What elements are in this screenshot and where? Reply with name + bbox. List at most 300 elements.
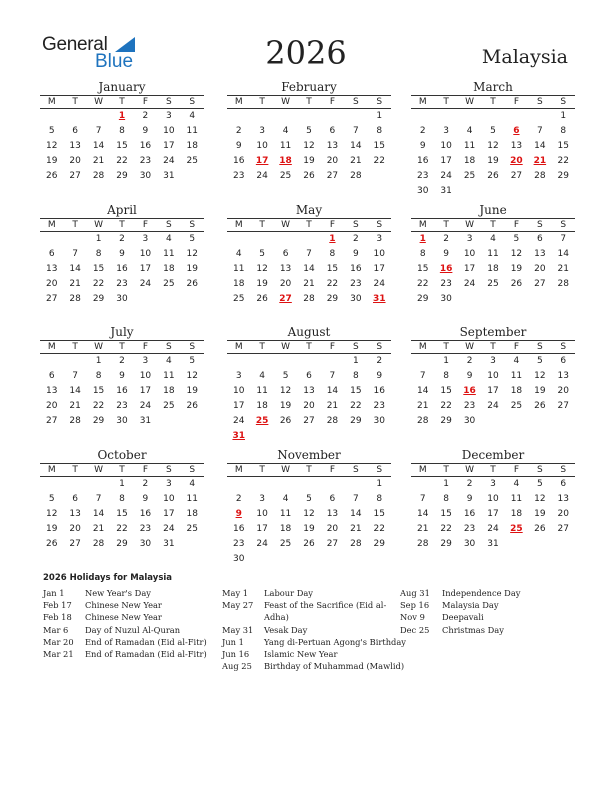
day-cell: 27 (69, 539, 81, 549)
day-cell: 6 (72, 126, 78, 136)
day-cell: 9 (119, 371, 125, 381)
holiday-row (222, 624, 406, 636)
day-cell: 24 (463, 279, 476, 289)
day-cell-empty (274, 232, 297, 247)
day-cell: 3 (443, 126, 449, 136)
holiday-row (400, 587, 520, 599)
day-cell: 8 (560, 126, 567, 136)
holiday-row (43, 599, 207, 611)
day-cell: 24 (256, 171, 268, 181)
day-cell: 29 (440, 539, 452, 549)
day-cell: 13 (303, 386, 315, 396)
day-cell: 24 (487, 401, 499, 411)
day-cell: 15 (350, 386, 362, 396)
holiday-date: Feb 18 (43, 612, 72, 623)
day-cell: 1 (95, 356, 102, 366)
holiday-row (43, 624, 207, 636)
day-cell-empty (40, 109, 63, 124)
day-cell: 8 (376, 126, 383, 136)
holiday-day-cell: 16 (439, 264, 453, 274)
day-cell: 30 (139, 171, 152, 181)
holiday-date: Dec 25 (400, 624, 430, 635)
day-cell: 16 (116, 264, 128, 274)
holiday-name: End of Ramadan (Eid al-Fitr) (85, 636, 207, 647)
day-cell: 24 (139, 401, 152, 411)
weekday-header-row (411, 95, 575, 109)
day-grid (227, 109, 391, 184)
day-cell: 8 (329, 249, 336, 259)
day-cell: 22 (416, 279, 429, 289)
day-cell: 15 (116, 141, 128, 151)
day-cell: 5 (189, 356, 196, 366)
day-cell: 12 (45, 141, 58, 151)
weekday-header: T (490, 342, 496, 352)
day-cell: 27 (557, 524, 569, 534)
day-cell: 4 (235, 249, 242, 259)
day-cell: 24 (440, 171, 452, 181)
day-cell: 26 (303, 171, 315, 181)
weekday-header: M (47, 97, 56, 107)
day-cell: 8 (376, 494, 383, 504)
day-cell: 10 (232, 386, 245, 396)
day-cell: 4 (189, 111, 196, 121)
holiday-name: End of Ramadan (Eid al-Fitr) (85, 648, 207, 659)
day-cell: 3 (259, 126, 265, 136)
day-cell: 18 (232, 279, 245, 289)
holiday-day-cell: 9 (235, 509, 242, 519)
day-cell: 23 (416, 171, 429, 181)
day-cell: 27 (510, 171, 523, 181)
weekday-header: S (189, 465, 196, 475)
day-cell-empty (40, 354, 63, 369)
weekday-header: W (465, 465, 475, 475)
day-cell: 22 (116, 524, 128, 534)
weekday-header: S (376, 465, 383, 475)
day-cell: 14 (69, 386, 81, 396)
day-cell: 26 (186, 401, 198, 411)
weekday-header: M (234, 465, 243, 475)
day-cell: 9 (235, 141, 242, 151)
holiday-row (400, 611, 520, 623)
day-cell: 16 (116, 386, 128, 396)
day-cell: 23 (463, 524, 476, 534)
holiday-name: Adha) (264, 612, 289, 623)
day-cell: 23 (116, 279, 128, 289)
day-cell: 14 (416, 386, 429, 396)
day-cell: 6 (560, 479, 567, 489)
day-cell-empty (63, 354, 86, 369)
day-cell: 13 (510, 141, 523, 151)
holiday-name: Vesak Day (264, 624, 308, 635)
day-cell: 29 (373, 539, 385, 549)
day-cell: 8 (443, 371, 449, 381)
day-grid (40, 232, 204, 307)
weekday-header: T (306, 220, 312, 230)
weekday-header: F (513, 220, 520, 230)
day-cell: 28 (92, 171, 105, 181)
holiday-row (222, 587, 406, 599)
day-cell: 12 (534, 494, 546, 504)
weekday-header: T (119, 220, 125, 230)
weekday-header: S (165, 465, 172, 475)
day-cell-empty (321, 477, 344, 492)
day-cell: 23 (139, 156, 152, 166)
day-cell: 15 (440, 386, 452, 396)
day-cell: 24 (373, 279, 385, 289)
day-cell: 4 (189, 479, 196, 489)
day-cell: 5 (490, 126, 496, 136)
day-cell: 1 (376, 111, 383, 121)
day-cell: 3 (235, 371, 242, 381)
day-cell: 9 (419, 141, 426, 151)
weekday-header: W (281, 342, 291, 352)
day-cell: 17 (139, 386, 152, 396)
day-cell: 5 (259, 249, 265, 259)
holiday-name: Day of Nuzul Al-Quran (85, 624, 181, 635)
day-cell: 18 (163, 386, 175, 396)
day-cell: 12 (303, 141, 315, 151)
day-cell: 23 (373, 401, 385, 411)
day-cell: 23 (440, 279, 452, 289)
weekday-header: T (443, 465, 449, 475)
month-may (227, 203, 391, 307)
day-cell: 19 (186, 264, 198, 274)
day-cell-empty (87, 109, 110, 124)
holiday-date: Feb 17 (43, 600, 72, 611)
day-cell: 6 (48, 249, 55, 259)
day-cell: 12 (303, 509, 315, 519)
weekday-header: T (259, 220, 265, 230)
day-cell: 30 (463, 539, 476, 549)
weekday-header-row (40, 463, 204, 477)
day-cell: 13 (557, 494, 569, 504)
holiday-date: Mar 20 (43, 636, 74, 647)
day-cell: 15 (92, 264, 105, 274)
day-cell: 26 (534, 524, 546, 534)
day-cell: 21 (416, 401, 429, 411)
day-cell: 2 (376, 356, 383, 366)
weekday-header: T (490, 220, 496, 230)
day-cell: 11 (487, 249, 499, 259)
day-cell: 2 (419, 126, 426, 136)
month-january (40, 80, 204, 184)
day-cell-empty (63, 477, 86, 492)
day-cell: 17 (487, 509, 499, 519)
weekday-header: M (418, 465, 427, 475)
day-cell: 5 (48, 126, 55, 136)
weekday-header: F (142, 342, 149, 352)
day-cell: 16 (232, 156, 245, 166)
day-cell: 31 (163, 171, 175, 181)
holiday-day-cell: 21 (533, 156, 547, 166)
day-cell: 14 (350, 509, 362, 519)
day-cell: 16 (232, 524, 245, 534)
day-grid (411, 232, 575, 307)
day-cell: 8 (419, 249, 426, 259)
holidays-title: 2026 Holidays for Malaysia (43, 573, 173, 583)
day-cell: 5 (306, 126, 312, 136)
weekday-header: W (94, 465, 104, 475)
weekday-header: M (47, 342, 56, 352)
holiday-day-cell: 27 (279, 294, 292, 304)
weekday-header: F (329, 97, 336, 107)
day-cell: 27 (69, 171, 81, 181)
day-cell: 30 (232, 554, 245, 564)
day-cell: 3 (490, 356, 496, 366)
weekday-header-row (411, 340, 575, 354)
day-grid (227, 232, 391, 307)
day-cell-empty (458, 109, 481, 124)
weekday-header: T (306, 97, 312, 107)
day-cell: 3 (142, 234, 149, 244)
day-cell: 14 (557, 249, 569, 259)
weekday-header: F (142, 97, 149, 107)
day-cell: 5 (282, 371, 289, 381)
holiday-column (43, 587, 207, 660)
day-cell: 4 (466, 126, 473, 136)
day-cell: 12 (510, 249, 523, 259)
day-cell: 13 (45, 386, 58, 396)
day-cell: 25 (463, 171, 476, 181)
month-name: March (473, 80, 513, 94)
day-cell: 15 (92, 386, 105, 396)
calendar-country: Malaysia (481, 46, 568, 68)
day-cell: 5 (513, 234, 520, 244)
day-cell: 21 (303, 279, 315, 289)
day-cell-empty (297, 354, 320, 369)
day-cell: 10 (373, 249, 385, 259)
holiday-row (222, 636, 406, 648)
weekday-header: T (72, 465, 78, 475)
weekday-header: T (490, 465, 496, 475)
day-cell: 24 (163, 156, 175, 166)
day-cell-empty (297, 477, 320, 492)
day-cell-empty (274, 354, 297, 369)
weekday-header: W (94, 97, 104, 107)
day-cell: 3 (165, 111, 172, 121)
day-cell: 31 (487, 539, 499, 549)
day-cell: 8 (119, 494, 125, 504)
day-cell: 2 (466, 479, 473, 489)
holiday-date: Jan 1 (43, 588, 65, 598)
day-cell-empty (63, 109, 86, 124)
day-cell-empty (40, 477, 63, 492)
day-cell: 3 (376, 234, 383, 244)
day-cell: 13 (69, 141, 81, 151)
day-cell: 25 (163, 279, 175, 289)
day-cell: 7 (560, 234, 567, 244)
weekday-header: S (189, 342, 196, 352)
day-cell: 18 (279, 524, 292, 534)
day-cell: 15 (373, 141, 385, 151)
holiday-date: Jun 16 (222, 648, 250, 659)
day-cell-empty (63, 232, 86, 247)
day-cell: 4 (490, 234, 496, 244)
day-cell: 15 (373, 509, 385, 519)
day-cell: 28 (350, 171, 362, 181)
holiday-row (43, 587, 207, 599)
day-cell: 16 (373, 386, 385, 396)
day-cell: 6 (329, 494, 336, 504)
day-cell: 14 (69, 264, 81, 274)
day-cell: 27 (326, 539, 339, 549)
day-cell-empty (274, 109, 297, 124)
holiday-name: Feast of the Sacrifice (Eid al- (264, 600, 387, 611)
weekday-header: W (465, 342, 475, 352)
day-cell: 22 (440, 401, 452, 411)
day-cell: 21 (350, 524, 362, 534)
weekday-header: M (418, 220, 427, 230)
day-cell: 23 (350, 279, 362, 289)
day-cell-empty (250, 354, 273, 369)
day-cell: 26 (487, 171, 499, 181)
weekday-header: S (536, 465, 543, 475)
holiday-date: May 31 (222, 624, 254, 635)
day-cell: 9 (466, 371, 473, 381)
weekday-header: S (560, 342, 567, 352)
day-cell: 10 (487, 371, 499, 381)
weekday-header: M (418, 342, 427, 352)
day-grid (40, 354, 204, 429)
day-cell: 2 (443, 234, 449, 244)
day-cell: 25 (186, 156, 198, 166)
day-cell: 5 (306, 494, 312, 504)
day-cell: 16 (139, 141, 152, 151)
day-cell: 19 (303, 524, 315, 534)
day-cell: 25 (186, 524, 198, 534)
weekday-header-row (227, 340, 391, 354)
holiday-date: Nov 9 (400, 612, 425, 623)
day-cell: 23 (232, 539, 245, 549)
day-cell: 29 (350, 416, 362, 426)
month-name: July (110, 325, 134, 339)
weekday-header: F (513, 97, 520, 107)
day-cell: 10 (256, 141, 268, 151)
day-cell: 18 (186, 141, 198, 151)
day-cell: 7 (352, 126, 359, 136)
day-cell: 1 (95, 234, 102, 244)
day-cell: 30 (116, 294, 128, 304)
day-cell: 1 (443, 356, 449, 366)
holiday-row (43, 611, 207, 623)
weekday-header: S (189, 97, 196, 107)
day-cell-empty (481, 109, 504, 124)
holiday-date: May 27 (222, 600, 254, 611)
weekday-header: F (329, 465, 336, 475)
day-cell: 30 (373, 416, 385, 426)
day-cell-empty (87, 477, 110, 492)
day-cell: 22 (92, 279, 105, 289)
day-cell: 2 (235, 494, 242, 504)
day-cell: 10 (487, 494, 499, 504)
weekday-header: T (259, 465, 265, 475)
day-cell: 11 (279, 141, 292, 151)
day-cell: 1 (119, 479, 125, 489)
holiday-day-cell: 18 (279, 156, 292, 166)
day-cell-empty (250, 477, 273, 492)
day-cell: 25 (163, 401, 175, 411)
day-cell: 26 (279, 416, 292, 426)
day-cell: 1 (376, 479, 383, 489)
day-cell: 29 (416, 294, 429, 304)
day-cell: 17 (440, 156, 452, 166)
holiday-day-cell: 25 (255, 416, 269, 426)
day-cell: 8 (443, 494, 449, 504)
day-cell: 12 (186, 371, 198, 381)
day-cell: 7 (95, 494, 102, 504)
weekday-header: T (72, 342, 78, 352)
day-cell: 31 (139, 416, 152, 426)
day-cell: 31 (440, 186, 452, 196)
day-cell: 2 (119, 234, 125, 244)
day-cell: 20 (69, 156, 81, 166)
holiday-day-cell: 1 (329, 234, 336, 244)
holiday-date: Mar 21 (43, 648, 74, 659)
day-grid (411, 477, 575, 552)
day-cell: 30 (440, 294, 452, 304)
day-cell: 22 (373, 156, 385, 166)
day-cell: 11 (463, 141, 476, 151)
holiday-name: Independence Day (442, 588, 521, 598)
day-cell-empty (411, 354, 434, 369)
holiday-name: Birthday of Muhammad (Mawlid) (264, 661, 405, 672)
day-cell: 5 (536, 479, 543, 489)
month-october (40, 448, 204, 552)
day-cell: 27 (534, 279, 546, 289)
day-cell: 29 (116, 539, 128, 549)
day-cell: 17 (163, 141, 175, 151)
weekday-header-row (40, 95, 204, 109)
day-cell: 4 (282, 126, 289, 136)
day-cell: 27 (45, 416, 58, 426)
day-cell: 10 (139, 249, 152, 259)
day-cell: 24 (139, 279, 152, 289)
weekday-header: F (329, 342, 336, 352)
holiday-date (222, 611, 264, 623)
day-cell: 11 (186, 494, 198, 504)
day-cell: 28 (416, 539, 429, 549)
weekday-header: T (259, 342, 265, 352)
month-name: April (107, 203, 137, 217)
day-cell-empty (434, 109, 457, 124)
day-cell: 7 (306, 249, 312, 259)
day-cell-empty (40, 232, 63, 247)
day-cell-empty (344, 109, 367, 124)
day-cell: 21 (92, 524, 105, 534)
day-cell: 8 (352, 371, 359, 381)
day-cell: 22 (92, 401, 105, 411)
day-cell: 20 (326, 156, 339, 166)
weekday-header: S (376, 342, 383, 352)
day-cell: 10 (163, 126, 175, 136)
day-cell: 21 (92, 156, 105, 166)
weekday-header: T (443, 220, 449, 230)
holiday-row (222, 611, 406, 623)
holiday-name: Chinese New Year (85, 612, 162, 623)
weekday-header: W (94, 220, 104, 230)
day-cell: 26 (534, 401, 546, 411)
day-cell: 10 (139, 371, 152, 381)
day-cell: 22 (440, 524, 452, 534)
day-cell: 12 (487, 141, 499, 151)
day-cell: 26 (303, 539, 315, 549)
day-grid (411, 109, 575, 199)
day-cell: 7 (352, 494, 359, 504)
weekday-header: S (376, 220, 383, 230)
day-cell: 13 (534, 249, 546, 259)
day-cell-empty (297, 232, 320, 247)
day-cell: 12 (256, 264, 268, 274)
